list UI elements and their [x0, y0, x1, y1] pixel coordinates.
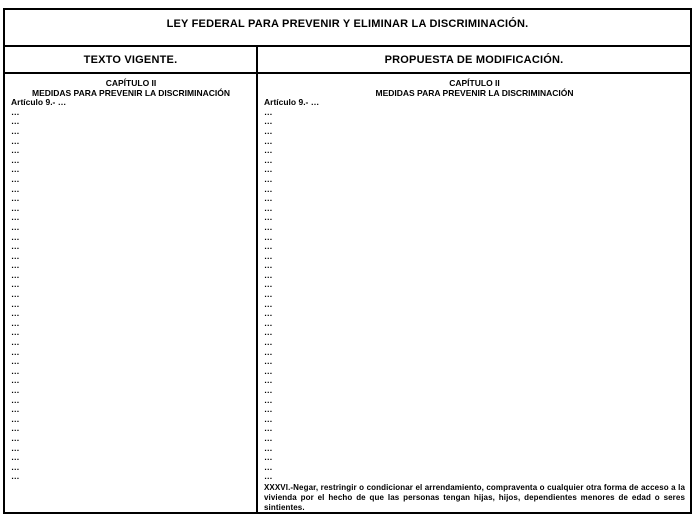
ellipsis-lines-right — [264, 108, 685, 482]
ellipsis-line: … — [264, 432, 273, 443]
ellipsis-line: … — [11, 375, 20, 386]
ellipsis-line: … — [11, 346, 20, 357]
column-header-row — [5, 47, 690, 74]
ellipsis-line: … — [11, 413, 20, 424]
ellipsis-line: … — [11, 317, 20, 328]
chapter-heading: CAPÍTULO II — [449, 78, 500, 88]
ellipsis-line: … — [264, 423, 273, 434]
ellipsis-line: … — [11, 269, 20, 280]
ellipsis-line: … — [11, 183, 20, 194]
ellipsis-line: … — [11, 145, 20, 156]
chapter-subheading: MEDIDAS PARA PREVENIR LA DISCRIMINACIÓN — [375, 87, 574, 98]
ellipsis-line: … — [11, 471, 20, 482]
table-title-row — [5, 10, 690, 47]
ellipsis-line: … — [11, 452, 20, 463]
ellipsis-line: … — [264, 356, 273, 367]
chapter-subheading: MEDIDAS PARA PREVENIR LA DISCRIMINACIÓN — [31, 87, 231, 98]
ellipsis-line: … — [264, 231, 273, 242]
law-title: LEY FEDERAL PARA PREVENIR Y ELIMINAR LA DISCRIMINACIÓN. — [166, 18, 529, 30]
ellipsis-line: … — [11, 432, 20, 443]
ellipsis-line: … — [264, 125, 273, 136]
ellipsis-line: … — [264, 260, 273, 271]
ellipsis-line: … — [264, 212, 273, 223]
ellipsis-line: … — [264, 298, 273, 309]
ellipsis-line: … — [11, 404, 20, 415]
ellipsis-line: … — [11, 154, 20, 165]
ellipsis-line: … — [11, 279, 20, 290]
ellipsis-lines-left — [11, 108, 251, 482]
column-header-texto-vigente: TEXTO VIGENTE. — [83, 53, 178, 66]
ellipsis-line: … — [11, 106, 20, 117]
ellipsis-line: … — [264, 337, 273, 348]
ellipsis-line: … — [264, 145, 273, 156]
ellipsis-line: … — [264, 308, 273, 319]
ellipsis-line: … — [264, 116, 273, 127]
ellipsis-line: … — [11, 308, 20, 319]
ellipsis-line: … — [264, 413, 273, 424]
ellipsis-line: … — [264, 452, 273, 463]
ellipsis-line: … — [11, 125, 20, 136]
chapter-heading: CAPÍTULO II — [105, 78, 157, 88]
ellipsis-line: … — [11, 442, 20, 453]
ellipsis-line: … — [264, 193, 273, 204]
ellipsis-line: … — [264, 365, 273, 376]
table-body-row — [5, 74, 690, 512]
ellipsis-line: … — [11, 461, 20, 472]
ellipsis-line: … — [264, 375, 273, 386]
ellipsis-line: … — [264, 106, 273, 117]
ellipsis-line: … — [11, 337, 20, 348]
ellipsis-line: … — [264, 442, 273, 453]
ellipsis-line: … — [264, 154, 273, 165]
ellipsis-line: … — [11, 173, 20, 184]
ellipsis-line: … — [11, 356, 20, 367]
ellipsis-line: … — [264, 173, 273, 184]
ellipsis-line: … — [11, 394, 20, 405]
column-header-propuesta-modificacion: PROPUESTA DE MODIFICACIÓN. — [256, 47, 690, 72]
ellipsis-line: … — [264, 241, 273, 252]
ellipsis-line: … — [11, 212, 20, 223]
ellipsis-line: … — [264, 250, 273, 261]
ellipsis-line: … — [264, 289, 273, 300]
ellipsis-line: … — [264, 317, 273, 328]
ellipsis-line: … — [264, 461, 273, 472]
ellipsis-line: … — [264, 385, 273, 395]
law-comparison-table — [3, 8, 692, 514]
ellipsis-line: … — [264, 164, 273, 175]
ellipsis-line: … — [11, 135, 20, 146]
ellipsis-line: … — [11, 365, 20, 376]
ellipsis-line: … — [11, 250, 20, 261]
article-9-label: Artículo 9.- … — [11, 97, 67, 108]
ellipsis-line: … — [264, 183, 273, 194]
ellipsis-line: … — [11, 298, 20, 309]
propuesta-modificacion-cell — [256, 74, 690, 512]
ellipsis-line: … — [264, 221, 273, 232]
ellipsis-line: … — [264, 279, 273, 290]
ellipsis-line: … — [264, 404, 273, 415]
ellipsis-line: … — [264, 135, 273, 146]
ellipsis-line: … — [11, 241, 20, 252]
article-9-label: Artículo 9.- … — [264, 97, 320, 108]
ellipsis-line: … — [11, 385, 20, 395]
ellipsis-line: … — [11, 260, 20, 271]
ellipsis-line: … — [264, 346, 273, 357]
ellipsis-line: … — [11, 231, 20, 242]
texto-vigente-cell — [5, 74, 256, 512]
ellipsis-line: … — [11, 423, 20, 434]
ellipsis-line: … — [264, 394, 273, 405]
ellipsis-line: … — [264, 269, 273, 280]
fraction-xxxvi-text: XXXVI.-Negar, restringir o condicionar el arrendamiento, compraventa o cualquier otra forma de acceso a la vivienda por el hecho de que las personas tengan hijas, hijos, dependientes menores de edad o seres sintientes. — [264, 482, 685, 512]
ellipsis-line: … — [11, 289, 20, 300]
ellipsis-line: … — [264, 327, 273, 338]
ellipsis-line: … — [264, 202, 273, 213]
ellipsis-line: … — [11, 116, 20, 127]
ellipsis-line: … — [264, 471, 273, 482]
ellipsis-line: … — [11, 164, 20, 175]
ellipsis-line: … — [11, 221, 20, 232]
ellipsis-line: … — [11, 202, 20, 213]
ellipsis-line: … — [11, 327, 20, 338]
ellipsis-line: … — [11, 193, 20, 204]
